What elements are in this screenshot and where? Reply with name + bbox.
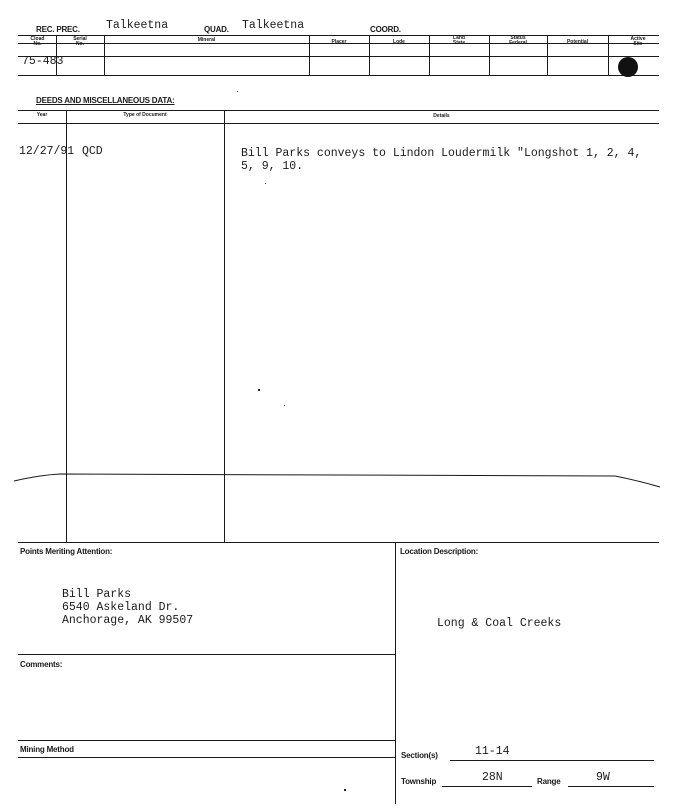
points-line2: 6540 Askeland Dr. [62, 601, 180, 614]
quad-label: QUAD. [204, 25, 229, 34]
mining-method-label: Mining Method [20, 745, 74, 754]
col-serial-no: Serial No. [73, 36, 87, 47]
rec-prec-label: REC. PREC. [36, 25, 80, 34]
col-land-state: Land State [452, 35, 466, 46]
col-potential: Potential [566, 39, 589, 45]
quad-value: Talkeetna [242, 19, 305, 32]
scan-speck [237, 91, 238, 92]
active-site-dot [618, 57, 638, 77]
col-type-of-document: Type of Document [123, 112, 167, 118]
col-lode: Lode [393, 39, 405, 45]
range-label: Range [537, 777, 561, 786]
township-value-line [442, 786, 532, 787]
deeds-section-title: DEEDS AND MISCELLANEOUS DATA: [36, 96, 175, 105]
location-description-label: Location Description: [400, 547, 479, 556]
points-meriting-label: Points Meriting Attention: [20, 547, 113, 556]
col-active-site: Active Site [630, 36, 646, 47]
deeds-header-rule [18, 123, 659, 124]
coord-label: COORD. [370, 25, 401, 34]
col-mineral: Mineral [197, 37, 216, 43]
section-value: 11-14 [475, 745, 510, 758]
section-label: Section(s) [401, 751, 438, 760]
deed-year: 12/27/91 [19, 145, 75, 158]
points-line1: Bill Parks [62, 588, 132, 601]
scan-speck [344, 789, 346, 791]
record-bottom-rule [18, 75, 659, 76]
col-placer: Placer [331, 39, 347, 45]
township-value: 28N [482, 771, 503, 784]
col-cload-no: Cload No. [30, 36, 45, 47]
township-label: Township [401, 777, 437, 786]
scan-speck [265, 183, 266, 184]
scan-speck [284, 405, 285, 406]
range-value: 9W [596, 771, 610, 784]
col-status-federal: Status Federal [509, 35, 527, 46]
location-description-value: Long & Coal Creeks [437, 617, 562, 630]
cload-no-value: 75-483 [22, 55, 64, 68]
col-year: Year [36, 112, 48, 118]
comments-label: Comments: [20, 660, 63, 669]
rec-prec-value: Talkeetna [106, 19, 169, 32]
mining-rule [18, 740, 395, 741]
record-top-rule [18, 56, 659, 57]
comments-rule [18, 654, 395, 655]
lower-top-rule [18, 542, 659, 543]
col-sep [608, 35, 609, 75]
lower-col-sep [395, 542, 396, 804]
range-value-line [568, 786, 654, 787]
mining-value-rule [18, 757, 395, 758]
deed-details-line1: Bill Parks conveys to Lindon Loudermilk "Longshot 1, 2, 4, [241, 147, 642, 160]
deed-type: QCD [82, 145, 103, 158]
deeds-top-rule [18, 110, 659, 111]
points-line3: Anchorage, AK 99507 [62, 614, 194, 627]
col-details: Details [433, 113, 450, 119]
scan-speck [258, 389, 260, 391]
header-rule [18, 35, 659, 36]
section-value-line [450, 760, 654, 761]
deed-details-line2: 5, 9, 10. [241, 160, 304, 173]
scan-rule-curve [0, 465, 678, 495]
